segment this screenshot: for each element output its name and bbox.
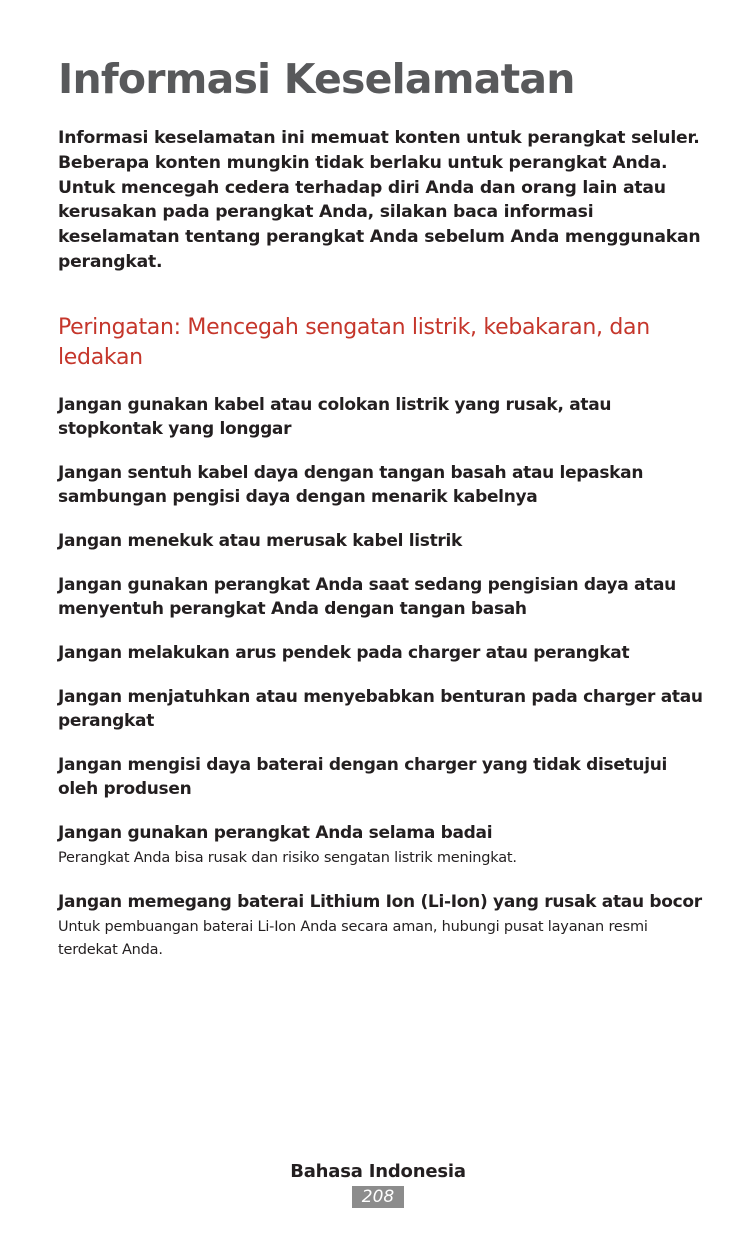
page-title: Informasi Keselamatan [58,55,575,103]
warning-item-title: Jangan sentuh kabel daya dengan tangan basah atau lepaskan sambungan pengisi daya dengan menarik kabelnya [58,462,644,507]
warning-item-description: Untuk pembuangan baterai Li-Ion Anda secara aman, hubungi pusat layanan resmi terdekat Anda. [58,918,648,958]
warning-item-title: Jangan menekuk atau merusak kabel listrik [58,530,463,551]
section-heading: Peringatan: Mencegah sengatan listrik, kebakaran, dan ledakan [58,314,650,370]
warning-item-title: Jangan gunakan perangkat Anda selama badai [58,822,493,843]
warning-item [58,890,708,962]
warning-list [58,393,708,962]
warning-item [58,753,708,801]
warning-item-title: Jangan melakukan arus pendek pada charger atau perangkat [58,642,630,663]
warning-item-description: Perangkat Anda bisa rusak dan risiko sengatan listrik meningkat. [58,849,517,866]
document-page [58,50,708,982]
warning-item [58,685,708,733]
intro-paragraph: Informasi keselamatan ini memuat konten untuk perangkat seluler. Beberapa konten mungkin tidak berlaku untuk perangkat Anda. Untuk mencegah cedera terhadap diri Anda dan orang lain atau kerusakan pada perangkat Anda, silakan baca informasi keselamatan tentang perangkat Anda sebelum Anda menggunakan perangkat. [58,128,701,272]
warning-item-title: Jangan mengisi daya baterai dengan charger yang tidak disetujui oleh produsen [58,754,668,799]
page-footer [0,1160,756,1208]
warning-item-title: Jangan memegang baterai Lithium Ion (Li-Ion) yang rusak atau bocor [58,891,702,912]
warning-item-title: Jangan gunakan perangkat Anda saat sedang pengisian daya atau menyentuh perangkat Anda dengan tangan basah [58,574,676,619]
warning-item-title: Jangan menjatuhkan atau menyebabkan benturan pada charger atau perangkat [58,686,703,731]
warning-item [58,821,708,870]
warning-item [58,573,708,621]
page-number: 208 [352,1186,404,1208]
warning-item [58,529,708,553]
footer-language: Bahasa Indonesia [290,1161,466,1182]
warning-item [58,641,708,665]
warning-item-title: Jangan gunakan kabel atau colokan listrik yang rusak, atau stopkontak yang longgar [58,394,612,439]
warning-item [58,461,708,509]
warning-item [58,393,708,441]
